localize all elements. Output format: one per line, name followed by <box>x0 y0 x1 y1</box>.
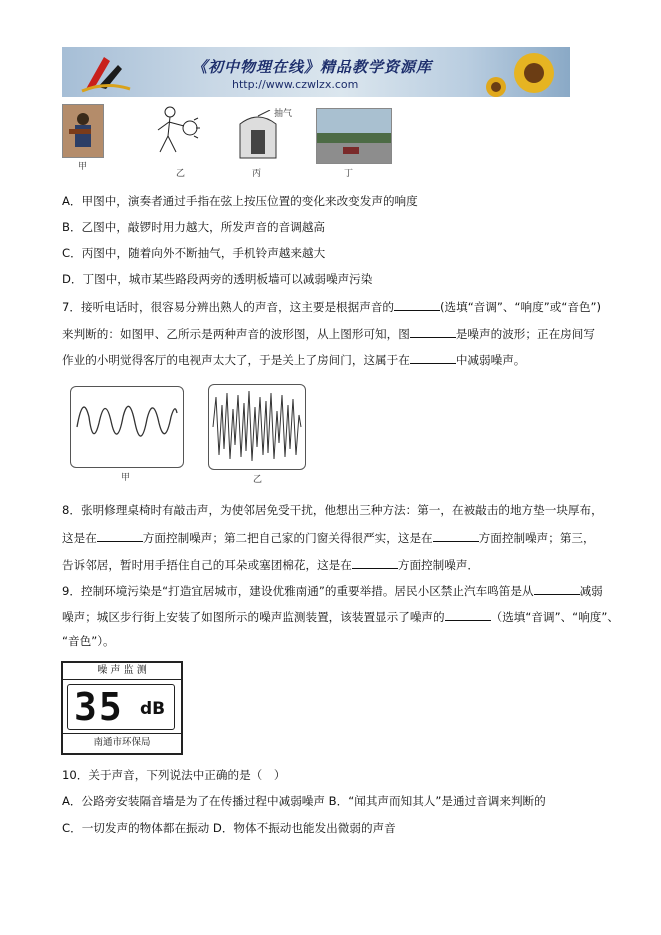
caption-wave-jia: 甲 <box>121 473 131 483</box>
logo-icon <box>76 51 136 93</box>
answer-blank[interactable] <box>534 583 580 595</box>
caption-ding: 丁 <box>344 169 354 179</box>
answer-blank[interactable] <box>445 609 491 621</box>
q9-line2: 噪声；城区步行街上安装了如图所示的噪声监测装置，该装置显示了噪声的 （选填“音调”、“响度”、 <box>62 610 619 624</box>
monitor-unit: dB <box>140 699 166 719</box>
figure-jia-violinist <box>62 104 104 158</box>
q7-line3: 作业的小明觉得客厅的电视声太大了，于是关上了房间门，这属于在 中减弱噪声。 <box>62 353 526 367</box>
q8-line1: 8．张明修理桌椅时有敲击声，为使邻居免受干扰，他想出三种方法：第一，在被敲击的地方垫一块厚布， <box>62 503 603 517</box>
answer-blank[interactable] <box>410 326 456 338</box>
q8-line3: 告诉邻居，暂时用手捂住自己的耳朵或塞团棉花，这是在 方面控制噪声． <box>62 558 480 572</box>
monitor-reading: 35 <box>74 685 124 729</box>
violinist-icon <box>63 105 103 157</box>
header-banner <box>62 47 570 97</box>
answer-blank[interactable] <box>97 530 143 542</box>
waveform-yi <box>208 384 306 470</box>
q7-line1: 7．接听电话时，很容易分辨出熟人的声音，这主要是根据声音的 (选填“音调”、“响度”或“音色”) <box>62 300 602 314</box>
sunflower-icon <box>482 47 570 97</box>
waveform-jia <box>70 386 184 468</box>
q8-line2: 这是在 方面控制噪声；第二把自己家的门窗关得很严实，这是在 方面控制噪声；第三， <box>62 531 595 545</box>
q9-line3: “音色”）。 <box>62 634 115 648</box>
caption-jia: 甲 <box>78 162 88 172</box>
q6-option-c: C．丙图中，随着向外不断抽气，手机铃声越来越大 <box>62 246 326 260</box>
monitor-footer: 南通市环保局 <box>63 733 181 752</box>
noise-monitor <box>61 661 183 755</box>
answer-blank[interactable] <box>410 352 456 364</box>
q9-line1: 9．控制环境污染是“打造宜居城市，建设优雅南通”的重要举措。居民小区禁止汽车鸣笛是从 减弱 <box>62 584 603 598</box>
q6-option-a: A．甲图中，演奏者通过手指在弦上按压位置的变化来改变发声的响度 <box>62 194 418 208</box>
figure-ding-road <box>316 108 392 164</box>
monitor-display <box>67 684 175 730</box>
q10-stem: 10．关于声音，下列说法中正确的是（ ） <box>62 768 286 782</box>
banner-title: 《初中物理在线》精品教学资源库 <box>192 58 433 76</box>
road-barrier-icon <box>317 109 391 163</box>
gong-player-icon <box>148 104 200 160</box>
q7-line2: 来判断的：如图甲、乙所示是两种声音的波形图，从上图形可知，图 是噪声的波形；正在房间写 <box>62 327 595 341</box>
figure-yi-gong <box>148 104 200 160</box>
answer-blank[interactable] <box>394 299 440 311</box>
figure-bing-bell-jar <box>236 109 293 160</box>
pump-label: 抽气 <box>274 109 293 119</box>
caption-yi: 乙 <box>176 169 186 179</box>
noise-waveform-icon <box>209 385 305 469</box>
music-waveform-icon <box>71 387 183 467</box>
answer-blank[interactable] <box>433 530 479 542</box>
caption-wave-yi: 乙 <box>253 475 263 485</box>
q10-options-ab: A．公路旁安装隔音墙是为了在传播过程中减弱噪声 B．“闻其声而知其人”是通过音调来判断的 <box>62 794 546 808</box>
q6-option-b: B．乙图中，敲锣时用力越大，所发声音的音调越高 <box>62 220 326 234</box>
banner-url: http://www.czwlzx.com <box>232 78 359 91</box>
answer-blank[interactable] <box>352 557 398 569</box>
caption-bing: 丙 <box>252 169 262 179</box>
q6-option-d: D．丁图中，城市某些路段两旁的透明板墙可以减弱噪声污染 <box>62 272 373 286</box>
q10-options-cd: C．一切发声的物体都在振动 D．物体不振动也能发出微弱的声音 <box>62 821 396 835</box>
monitor-header: 噪 声 监 测 <box>63 663 181 680</box>
